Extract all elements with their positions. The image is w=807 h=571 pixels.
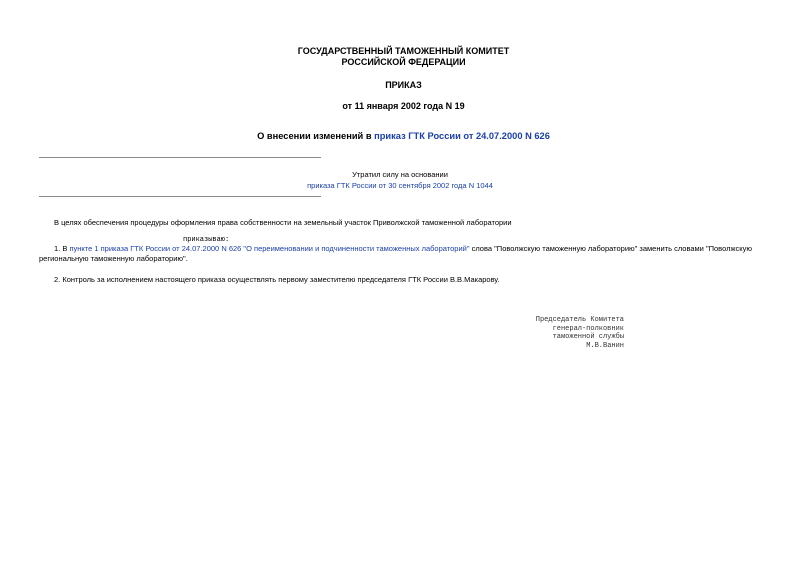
item-1-clause-link[interactable]: пункте 1 приказа ГТК России от 24.07.2000 N 626 [69, 244, 242, 253]
document-date-number: от 11 января 2002 года N 19 [342, 101, 465, 111]
divider-bottom [39, 196, 321, 197]
item-1-title-link[interactable]: "О переименовании и подчиненности таможенных лабораторий" [243, 244, 470, 253]
status-note: Утратил силу на основании [352, 170, 448, 179]
document-subject [0, 131, 807, 142]
repeal-order-link[interactable]: приказа ГТК России от 30 сентября 2002 года N 1044 [307, 181, 493, 190]
issuer-block [0, 46, 807, 68]
divider-top [39, 157, 321, 158]
signature-name: М.В.Ванин [586, 341, 624, 350]
preamble-paragraph: В целях обеспечения процедуры оформления права собственности на земельный участок Приволжской таможенной лаборатории [54, 218, 512, 227]
issuer-line-1: ГОСУДАРСТВЕННЫЙ ТАМОЖЕННЫЙ КОМИТЕТ [297, 46, 510, 56]
signature-rank: генерал-полковник [552, 324, 624, 333]
order-word: приказываю: [183, 236, 230, 244]
item-1-suffix: слова "Поволжскую таможенную лабораторию" заменить словами "Поволжскую региональную таможенную лабораторию". [39, 244, 752, 263]
item-1-prefix: 1. В [54, 244, 70, 253]
issuer-line-2: РОССИЙСКОЙ ФЕДЕРАЦИИ [341, 57, 466, 67]
signature-service: таможенной службы [552, 333, 624, 341]
subject-prefix: О внесении изменений в [257, 131, 375, 141]
subject-order-link[interactable]: приказ ГТК России от 24.07.2000 N 626 [374, 131, 550, 141]
signature-title: Председатель Комитета [535, 316, 624, 324]
item-2-paragraph: 2. Контроль за исполнением настоящего приказа осуществлять первому заместителю председателя ГТК России В.В.Макарову. [54, 275, 500, 284]
document-type: ПРИКАЗ [385, 80, 422, 90]
status-note-link-line [300, 180, 500, 191]
item-1-paragraph [39, 244, 774, 264]
